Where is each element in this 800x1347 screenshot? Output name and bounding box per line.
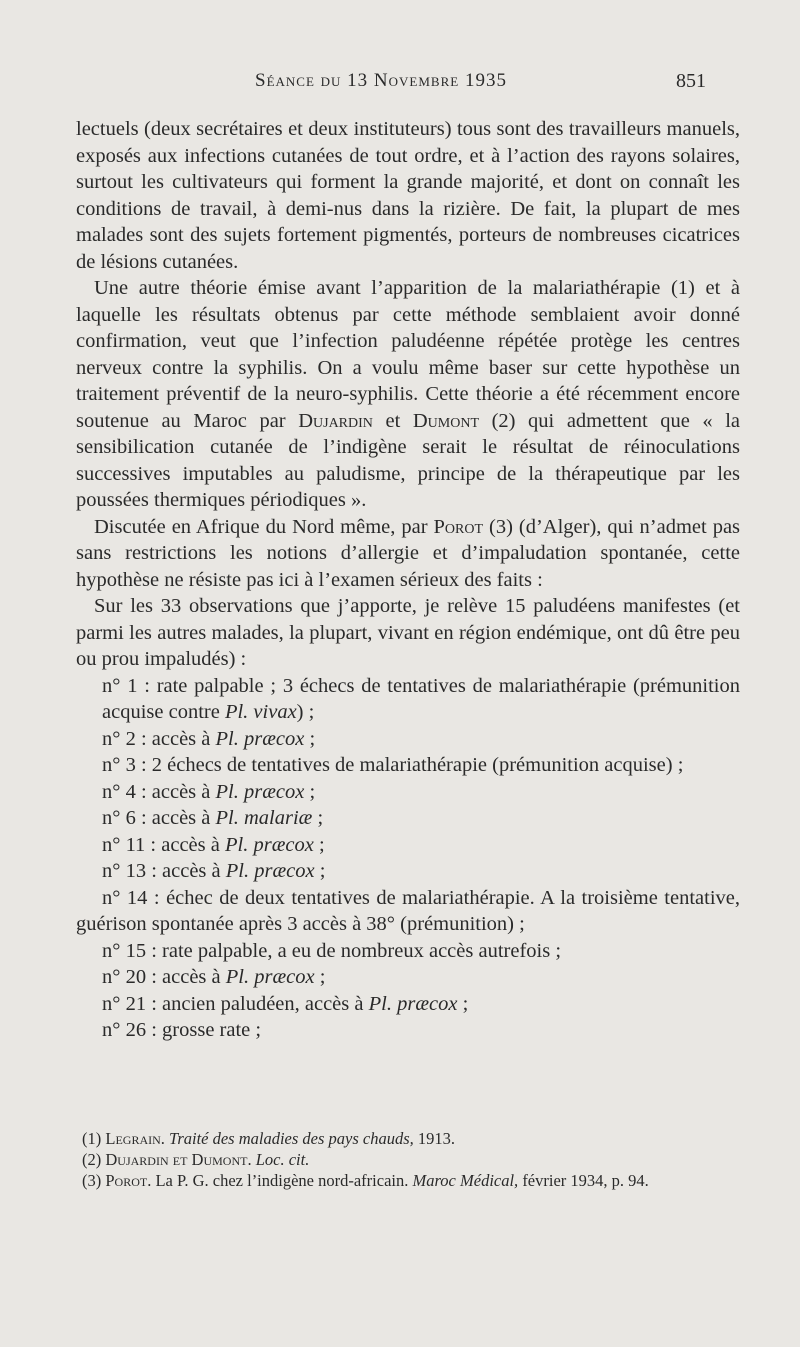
case-number: n° 11 : [102,833,157,856]
case-number: n° 3 : [102,754,147,776]
paragraph-2-text-c: (2) qui admettent que « la sensibilication cutanée de l’indigène serait le résultat de réinoculations successives imputables au paludisme, principe de la thérapeutique par les poussées thermiques périodiques ». [76,409,741,511]
footnote [82,1149,762,1170]
footnote-rest: 1913. [417,1129,456,1148]
case-text: ancien paludéen, accès à [162,992,364,1015]
case-number: n° 21 : [102,992,157,1015]
case-number: n° 6 : [102,807,147,829]
paragraph-2-text-a: Une autre théorie émise avant l’apparition de la malariathérapie (1) et à laquelle les résultats obtenus par cette méthode semblaient avoir donné confirmation, veut que l’infection paludéenne répétée protège les centres nerveux contre la syphilis. On a voulu même baser sur cette hypothèse un traitement préventif de la neuro-syphilis. Cette théorie a été récemment encore soutenue au Maroc par [76,277,740,432]
footnote-mark: (2) [82,1150,102,1169]
footnote-title: Traité des maladies des pays chauds, [169,1129,414,1148]
case-text: 2 échecs de tentatives de malariathérapie (prémunition acquise) ; [151,754,684,776]
case-list-item [76,832,740,859]
body-text [76,116,740,1044]
case-list-item [76,726,740,753]
case-end: ; [313,833,325,856]
footnote-mark: (1) [82,1129,102,1148]
case-species: Pl. præcox [368,992,458,1015]
footnotes [82,1128,762,1191]
author-name-dumont: Dumont [412,409,479,432]
case-list-item [76,858,740,885]
case-text: accès à [162,860,221,882]
case-number: n° 15 : [102,939,157,962]
case-number: n° 4 : [102,780,147,803]
case-list-item [76,964,740,991]
case-text: accès à [162,966,221,988]
case-text: grosse rate ; [162,1019,262,1041]
case-species: Pl. præcox [225,860,315,882]
case-species: Pl. vivax [224,701,297,723]
case-end: ; [457,992,469,1015]
case-end: ; [314,966,326,988]
footnote-journal: Maroc Médical, [412,1171,519,1190]
paragraph-3-text-b: (3) (d’Alger), qui n’admet pas sans restrictions les notions d’allergie et d’impaludation spontanée, cette hypothèse ne résiste pas ici à l’examen sérieux des faits : [76,515,741,591]
paragraph-3-text-a: Discutée en Afrique du Nord même, par [94,515,428,538]
case-end: ; [304,727,316,750]
case-list-item [76,991,740,1018]
case-list-item [76,805,740,832]
paragraph-2-text-b: et [385,409,401,432]
case-text: accès à [151,807,211,829]
case-end: ; [304,780,316,803]
footnote-date: février 1934, p. 94. [522,1171,649,1190]
case-species: Pl. præcox [225,833,314,856]
author-name-porot: Porot [433,515,484,538]
case-text: accès à [151,727,211,750]
case-number: n° 26 : [102,1019,157,1041]
case-number: n° 13 : [102,860,157,882]
case-list-item [76,752,740,779]
case-species: Pl. præcox [215,727,305,750]
page-header [0,70,800,100]
case-text: échec de deux tentatives de malariathérapie. A la troisième tentative, guérison spontanée après 3 accès à 38° (prémunition) ; [76,886,740,935]
author-name-dujardin: Dujardin [298,409,373,432]
footnote-mark: (3) [82,1171,102,1190]
case-number: n° 1 : [102,674,150,697]
case-list-item [76,1017,740,1044]
footnote-author: Legrain. [105,1129,165,1148]
footnote [82,1170,762,1191]
case-number: n° 14 : [102,886,160,909]
case-text: rate palpable ; 3 échecs de tentatives de malariathérapie (prémunition acquise contre [102,674,740,723]
paragraph-2 [76,275,740,514]
case-end: ; [314,860,326,882]
case-species: Pl. præcox [215,780,305,803]
case-number: n° 20 : [102,966,157,988]
paragraph-4: Sur les 33 observations que j’apporte, je relève 15 paludéens manifestes (et parmi les autres malades, la plupart, vivant en région endémique, ont dû être peu ou prou impaludés) : [76,595,740,670]
case-species: Pl. malariæ [215,807,313,829]
footnote-author: Dujardin et Dumont. [105,1150,252,1169]
case-list-item [76,673,740,726]
paragraph-1: lectuels (deux secrétaires et deux instituteurs) tous sont des travailleurs manuels, exposés aux infections cutanées de tout ordre, et à l’action des rayons solaires, surtout les cultivateurs qui forment la grande majorité, et dont on connaît les conditions de travail, à demi-nus dans la rizière. De fait, la plupart de mes malades sont des sujets fortement pigmentés, porteurs de nombreuses cicatrices de lésions cutanées. [76,118,740,273]
case-list-item [76,938,740,965]
footnote [82,1128,762,1149]
footnote-rest: La P. G. chez l’indigène nord-africain. [155,1171,409,1190]
case-species: Pl. præcox [225,966,315,988]
case-end: ; [312,807,324,829]
footnote-author: Porot. [105,1171,152,1190]
case-number: n° 2 : [102,727,147,750]
case-text: rate palpable, a eu de nombreux accès autrefois ; [162,939,562,962]
case-list-item [76,885,740,938]
page-number: 851 [676,70,706,92]
case-text: accès à [161,833,220,856]
footnote-title: Loc. cit. [255,1150,310,1169]
case-list-item [76,779,740,806]
case-end: ) ; [296,701,315,723]
paragraph-3 [76,514,740,594]
case-text: accès à [151,780,211,803]
running-title: Séance du 13 Novembre 1935 [255,70,507,91]
